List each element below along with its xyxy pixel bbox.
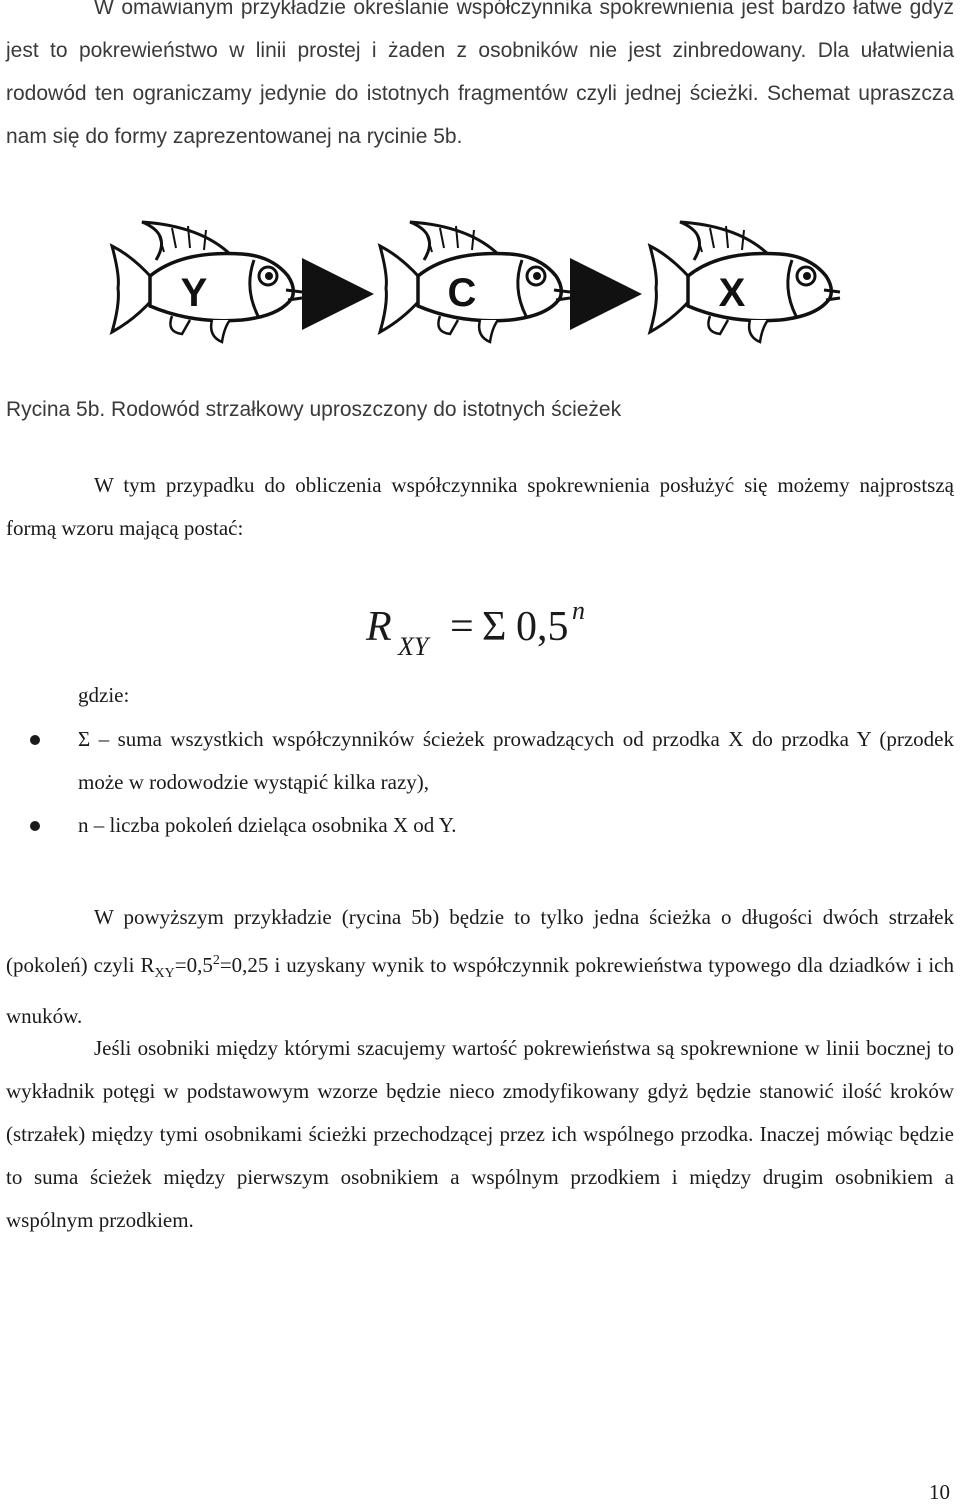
example-paragraph [6, 896, 954, 1038]
where-label: gdzie: [78, 683, 130, 707]
example-text-start: W powyższym przykładzie (rycina 5b) będzie to tylko jedna ścieżka o długości dwóch strzałek (pokoleń) czyli R [6, 905, 954, 977]
fish-label: Y [180, 271, 208, 315]
fish-icon [380, 222, 570, 342]
bullet-icon [30, 735, 40, 745]
figure-caption: Rycina 5b. Rodowód strzałkowy uproszczony do istotnych ścieżek [6, 398, 622, 421]
page-number: 10 [929, 1480, 950, 1504]
definition-sigma: Σ – suma wszystkich współczynników ścieżek prowadzących od przodka X do przodka Y (przodek może w rodowodzie wystąpić kilka razy), [78, 727, 954, 794]
example-text-end: =0,25 i uzyskany wynik to współczynnik pokrewieństwa typowego dla dziadków i ich wnuków. [6, 953, 954, 1029]
fish-label: X [718, 271, 746, 315]
fish-icon [650, 222, 840, 342]
bullet-icon [30, 821, 40, 831]
formula-r: R [366, 604, 392, 650]
formula-base: 0,5 [516, 604, 569, 650]
formula-equals: = [450, 604, 474, 650]
example-superscript: 2 [212, 953, 220, 968]
example-subscript: XY [154, 966, 175, 982]
intro-paragraph: W omawianym przykładzie określanie współczynnika spokrewnienia jest bardzo łatwe gdyż jest to pokrewieństwo w linii prostej i żaden z osobników nie jest zinbredowany. Dla ułatwienia rodowód ten ograniczamy jedynie do istotnych fragmentów czyli jednej ścieżki. Schemat upraszcza nam się do formy zaprezentowanej na rycinie 5b. [6, 0, 954, 148]
fish-label: C [447, 271, 477, 315]
formula-exponent: n [572, 596, 585, 625]
sigma-symbol: Σ [482, 604, 507, 650]
formula-subscript: XY [398, 632, 429, 661]
formula-intro-paragraph: W tym przypadku do obliczenia współczynnika spokrewnienia posłużyć się możemy najprostszą formą wzoru mającą postać: [6, 473, 954, 540]
collateral-paragraph: Jeśli osobniki między którymi szacujemy wartość pokrewieństwa są spokrewnione w linii bocznej to wykładnik potęgi w podstawowym wzorze będzie nieco zmodyfikowany gdyż będzie stanowić ilość kroków (strzałek) między tymi osobnikami ścieżki przechodzącej przez ich wspólnego przodka. Inaczej mówiąc będzie to suma ścieżek między pierwszym osobnikiem a wspólnym przodkiem i między drugim osobnikiem a wspólnym przodkiem. [6, 1036, 954, 1232]
definition-n: n – liczba pokoleń dzieląca osobnika X od Y. [78, 813, 457, 837]
pedigree-figure [100, 208, 860, 358]
example-text-mid: =0,5 [174, 953, 213, 977]
fish-icon [112, 222, 302, 342]
